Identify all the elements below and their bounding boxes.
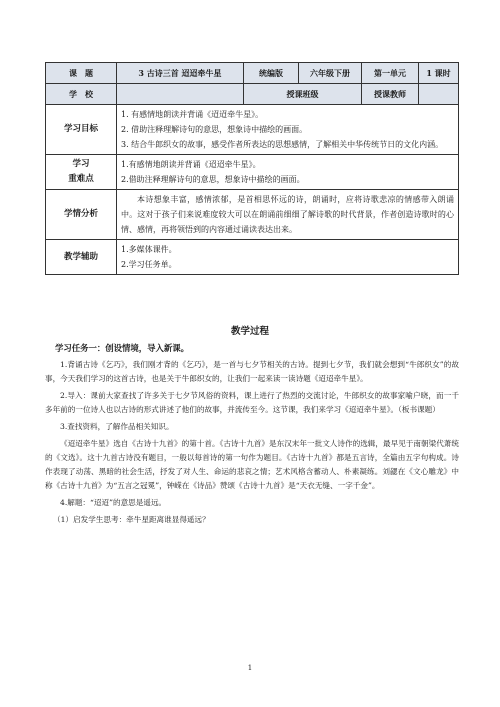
page-number: 1	[247, 664, 253, 672]
process-title: 教学过程	[230, 326, 269, 337]
paragraph: 4.解题：“迢迢”的意思是遥远。	[60, 498, 167, 507]
hours-cell: 1 课时	[419, 63, 459, 84]
aids-row	[46, 240, 459, 275]
keypoint-item: 2.借助注释理解诗句的意思，想象诗中描绘的画面。	[121, 175, 305, 184]
paragraph: （1）启发学生思考：牵牛星距离谁显得遥远？	[53, 515, 210, 524]
course-title: 3 古诗三首 迢迢牵牛星	[117, 63, 244, 84]
keypoint-item: 1.有感情地朗读并背诵《迢迢牵牛星》。	[121, 160, 261, 169]
analysis-label: 学情分析	[46, 190, 117, 240]
goals-row	[46, 105, 459, 155]
teacher-value	[419, 84, 459, 105]
aid-item: 1.多媒体课件。	[121, 245, 177, 254]
paragraph: 1.背诵古诗《乞巧》，我们刚才背的《乞巧》，是一首与七夕节相关的古诗。提到七夕节，我们就会想到“牛郎织女”的故事，今天我们学习的这首古诗，也是关于牛郎织女的，让我们一起来读一读诗题《迢迢牵牛星》。	[45, 360, 459, 383]
keypoints-label-line2: 重难点	[68, 174, 94, 184]
process-body	[45, 341, 459, 530]
keypoints-content	[117, 155, 459, 190]
goals-content	[117, 105, 459, 155]
paragraph: 2.导入：课前大家查找了许多关于七夕节风俗的资料，课上进行了热烈的交流讨论，牛郎织女的故事家喻户晓，而一千多年前的一位诗人也以古诗的形式讲述了他们的故事，并流传至今。这节课，我们来学习《迢迢牵牛星》。（板书课题）	[45, 391, 459, 414]
unit-cell: 第一单元	[362, 63, 419, 84]
task-heading: 学习任务一：创设情境，导入新课。	[55, 343, 189, 353]
keypoints-label-line1: 学习	[72, 159, 90, 169]
school-value	[117, 84, 244, 105]
aids-content	[117, 240, 459, 275]
goals-label: 学习目标	[46, 105, 117, 155]
goal-item: 2. 借助注释理解诗句的意思，想象诗中描绘的画面。	[121, 125, 308, 134]
school-label: 学 校	[46, 84, 117, 105]
class-label: 授课班级	[244, 84, 362, 105]
course-label: 课 题	[46, 63, 117, 84]
goal-item: 1. 有感情地朗读并背诵《迢迢牵牛星》。	[121, 110, 264, 119]
analysis-text: 本诗想象丰富，感情浓郁，是首相思怀远的诗，朗诵时，应将诗歌悲凉的情感带入朗诵中。这对于孩子们来说难度较大可以在朗诵前细细了解诗歌的时代背景，作者创造诗歌时的心情、感情，再将领悟到的内容通过诵读表达出来。	[117, 190, 459, 240]
keypoints-row	[46, 155, 459, 190]
paragraph: 3.查找资料，了解作品相关知识。	[60, 422, 174, 431]
grade-cell: 六年级下册	[299, 63, 362, 84]
aids-label: 教学辅助	[46, 240, 117, 275]
edition-cell: 统编版	[244, 63, 299, 84]
goal-item: 3. 结合牛郎织女的故事，感受作者所表达的思想感情，了解相关中华传统节日的文化内涵。	[121, 140, 444, 149]
analysis-row	[46, 190, 459, 240]
header-row-2	[46, 84, 459, 105]
lesson-plan-table	[45, 62, 459, 275]
header-row-1	[46, 63, 459, 84]
teacher-label: 授课教师	[362, 84, 419, 105]
aid-item: 2.学习任务单。	[121, 260, 177, 269]
keypoints-label	[46, 155, 117, 190]
paragraph: 《迢迢牵牛星》选自《古诗十九首》的第十首。《古诗十九首》是东汉末年一批文人诗作的选辑，最早见于南朝梁代萧统的《文选》。这十九首古诗没有题目，一般以每首诗的第一句作为题目。《古诗十九首》都是五言诗，全篇由五字句构成。诗作表现了动荡、黑暗的社会生活，抒发了对人生、命运的悲哀之情；艺术风格含蓄动人、朴素凝练。刘勰在《文心雕龙》中称《古诗十九首》为“五言之冠冕”，钟嵘在《诗品》赞颂《古诗十九首》是“天衣无缝、一字千金”。	[45, 439, 459, 490]
